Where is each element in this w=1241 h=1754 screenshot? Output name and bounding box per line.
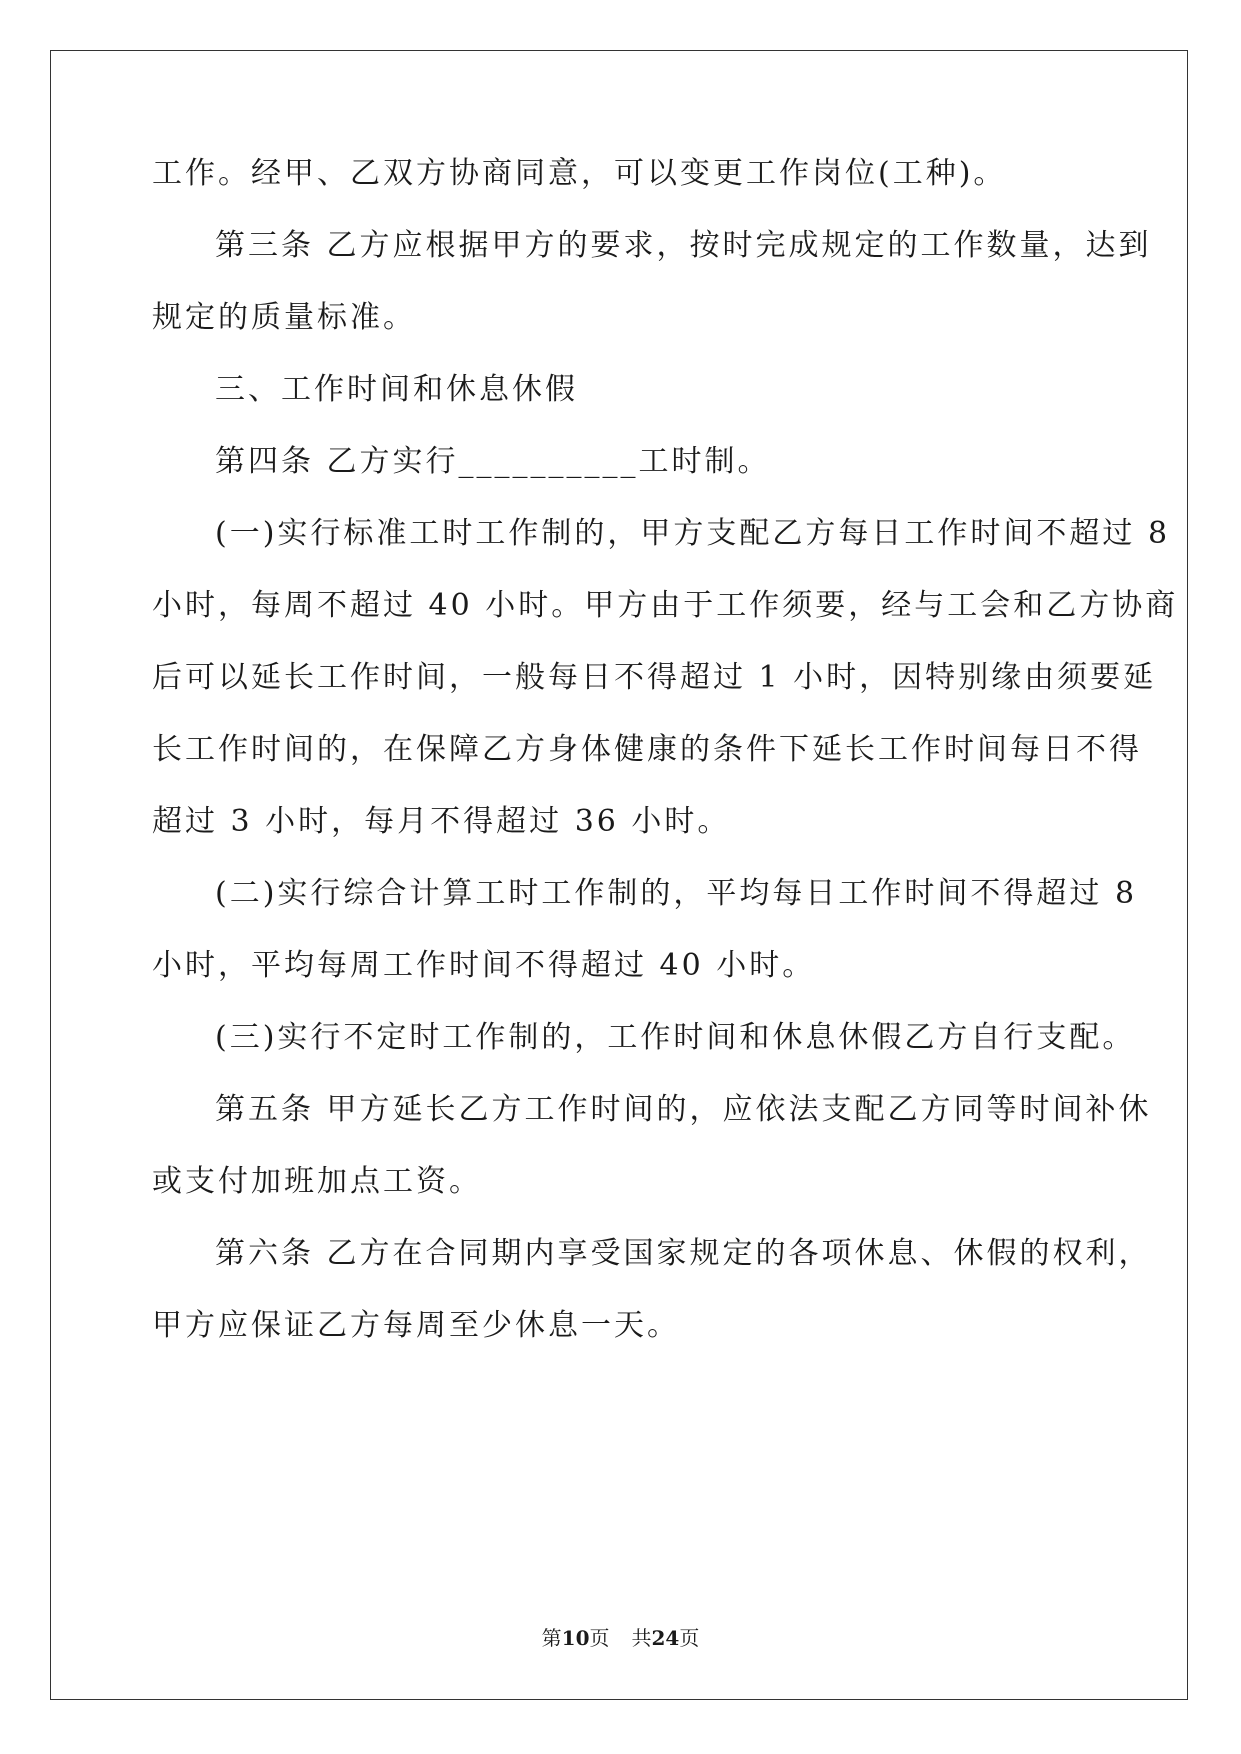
body-line: 工作。经甲、乙双方协商同意，可以变更工作岗位(工种)。 xyxy=(152,156,1007,191)
body-line: (二)实行综合计算工时工作制的，平均每日工作时间不得超过 8 xyxy=(215,876,1138,911)
current-page-number: 10 xyxy=(561,1626,590,1650)
section-heading: 三、工作时间和休息休假 xyxy=(215,372,578,407)
body-line: 小时，平均每周工作时间不得超过 40 小时。 xyxy=(152,948,816,983)
body-line: 第六条 乙方在合同期内享受国家规定的各项休息、休假的权利， xyxy=(215,1236,1152,1271)
body-line: 后可以延长工作时间，一般每日不得超过 1 小时，因特别缘由须要延 xyxy=(152,660,1157,695)
body-line: 第三条 乙方应根据甲方的要求，按时完成规定的工作数量，达到 xyxy=(215,228,1152,263)
page-mid: 页 xyxy=(589,1626,610,1650)
page-footer xyxy=(0,1626,1241,1650)
body-line: 规定的质量标准。 xyxy=(152,300,416,335)
body-line: (一)实行标准工时工作制的，甲方支配乙方每日工作时间不超过 8 xyxy=(215,516,1171,551)
body-line: 超过 3 小时，每月不得超过 36 小时。 xyxy=(152,804,731,839)
body-line: 第四条 乙方实行__________工时制。 xyxy=(215,444,771,479)
total-page-count: 24 xyxy=(651,1626,680,1650)
body-line: 小时，每周不超过 40 小时。甲方由于工作须要，经与工会和乙方协商 xyxy=(152,588,1179,623)
body-line: 或支付加班加点工资。 xyxy=(152,1164,482,1199)
body-line: 长工作时间的，在保障乙方身体健康的条件下延长工作时间每日不得 xyxy=(152,732,1142,767)
total-suffix: 页 xyxy=(679,1626,700,1650)
total-prefix: 共 xyxy=(631,1626,652,1650)
body-line: 甲方应保证乙方每周至少休息一天。 xyxy=(152,1308,680,1343)
body-line: (三)实行不定时工作制的，工作时间和休息休假乙方自行支配。 xyxy=(215,1020,1136,1055)
page-prefix: 第 xyxy=(541,1626,562,1650)
body-line: 第五条 甲方延长乙方工作时间的，应依法支配乙方同等时间补休 xyxy=(215,1092,1152,1127)
